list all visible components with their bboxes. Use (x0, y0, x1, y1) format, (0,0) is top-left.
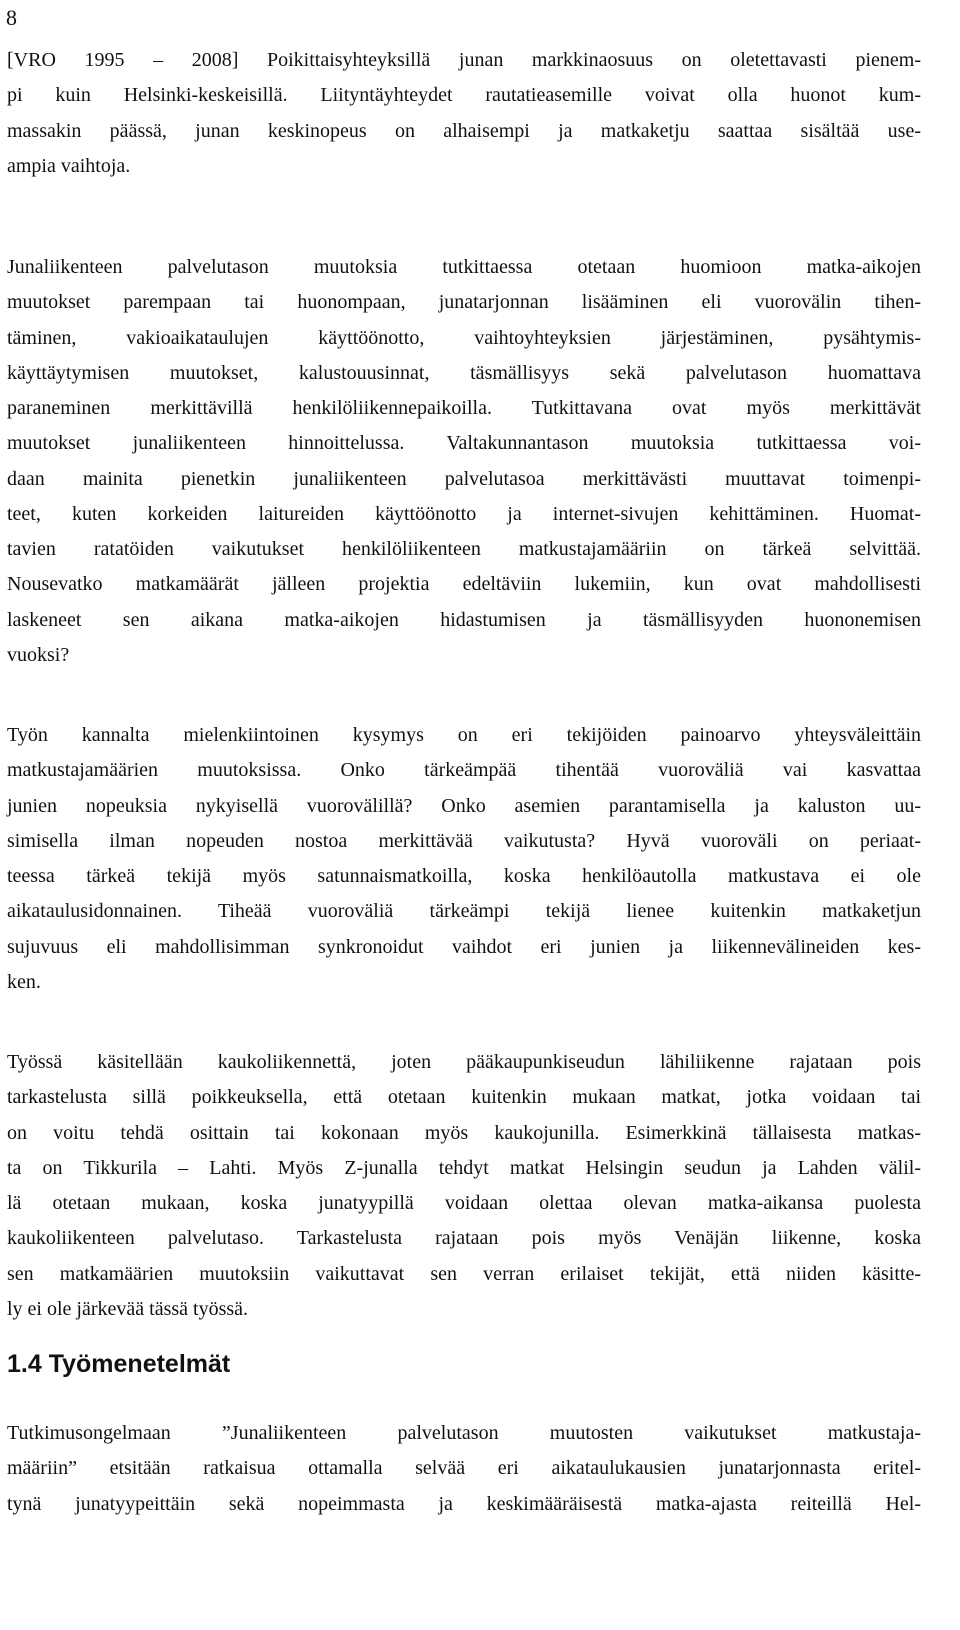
text-line: tarkastelusta sillä poikkeuksella, että otetaan kuitenkin mukaan matkat, jotka voidaan tai (7, 1086, 921, 1109)
text-line: tynä junatyypeittäin sekä nopeimmasta ja keskimääräisestä matka-ajasta reiteillä Hel- (7, 1492, 921, 1515)
text-line: kaukoliikenteen palvelutaso. Tarkastelusta rajataan pois myös Venäjän liikenne, koska (7, 1227, 921, 1250)
text-line: Junaliikenteen palvelutason muutoksia tutkittaessa otetaan huomioon matka-aikojen (7, 256, 921, 278)
text-line: pi kuin Helsinki-keskeisillä. Liityntäyhteydet rautatieasemille voivat olla huonot kum- (7, 84, 921, 107)
text-line: daan mainita pienetkin junaliikenteen palvelutasoa merkittävästi muuttavat toimenpi- (7, 467, 921, 490)
text-line: täminen, vakioaikataulujen käyttöönotto, vaihtoyhteyksien järjestäminen, pysähtymis- (7, 326, 921, 349)
text-line: lä otetaan mukaan, koska junatyypillä voidaan olettaa olevan matka-aikansa puolesta (7, 1192, 921, 1214)
paragraph-scope (7, 1045, 921, 1327)
text-line: Nousevatko matkamäärät jälleen projektia edeltäviin lukemiin, kun ovat mahdollisesti (7, 573, 921, 596)
section-heading: 1.4 Työmenetelmät (7, 1350, 231, 1378)
text-line: ampia vaihtoja. (7, 154, 131, 177)
text-line: Työn kannalta mielenkiintoinen kysymys on eri tekijöiden painoarvo yhteysväleittäin (7, 724, 921, 746)
text-line: teessa tärkeä tekijä myös satunnaismatkoilla, koska henkilöautolla matkustava ei ole (7, 865, 921, 887)
text-line: sen matkamäärien muutoksiin vaikuttavat sen verran erilaiset tekijät, että niiden käsitte- (7, 1262, 921, 1285)
text-line: Tutkimusongelmaan ”Junaliikenteen palvelutason muutosten vaikutukset matkustaja- (7, 1422, 921, 1444)
text-line: määriin” etsitään ratkaisua ottamalla selvää eri aikataulukausien junatarjonnasta eritel- (7, 1457, 921, 1480)
text-line: käyttäytymisen muutokset, kalustouusinnat, täsmällisyys sekä palvelutason huomattava (7, 361, 921, 384)
text-line: aikataulusidonnainen. Tiheää vuoroväliä tärkeämpi tekijä lienee kuitenkin matkaketjun (7, 900, 921, 923)
text-line: ly ei ole järkevää tässä työssä. (7, 1297, 249, 1320)
text-line: muutokset junaliikenteen hinnoittelussa. Valtakunnantason muutoksia tutkittaessa voi- (7, 432, 921, 455)
text-line: ta on Tikkurila – Lahti. Myös Z-junalla tehdyt matkat Helsingin seudun ja Lahden välil- (7, 1156, 921, 1179)
text-line: sujuvuus eli mahdollisimman synkronoidut vaihdot eri junien ja liikennevälineiden kes- (7, 935, 921, 958)
text-line: junien nopeuksia nykyisellä vuorovälillä? Onko asemien parantamisella ja kaluston uu- (7, 794, 921, 817)
text-line: massakin päässä, junan keskinopeus on alhaisempi ja matkaketju saattaa sisältää use- (7, 119, 921, 142)
text-line: simisella ilman nopeuden nostoa merkittävää vaikutusta? Hyvä vuoroväli on periaat- (7, 829, 921, 852)
text-line: teet, kuten korkeiden laitureiden käyttöönotto ja internet-sivujen kehittäminen. Huomat- (7, 502, 921, 525)
paragraph-research-question (7, 718, 921, 1000)
text-line: vuoksi? (7, 643, 70, 666)
text-line: matkustajamäärien muutoksissa. Onko tärkeämpää tihentää vuoroväliä vai kasvattaa (7, 759, 921, 782)
text-line: ken. (7, 970, 41, 993)
page-number: 8 (6, 5, 17, 30)
text-line: tavien ratatöiden vaikutukset henkilöliikenteen matkustajamääriin on tärkeä selvittää. (7, 538, 921, 560)
text-line: paraneminen merkittävillä henkilöliikennepaikoilla. Tutkittavana ovat myös merkittävät (7, 397, 921, 419)
text-line: on voitu tehdä osittain tai kokonaan myös kaukojunilla. Esimerkkinä tällaisesta matkas- (7, 1121, 921, 1144)
paragraph-methods (7, 1416, 921, 1522)
paragraph-intro (7, 43, 921, 184)
text-line: [VRO 1995 – 2008] Poikittaisyhteyksillä junan markkinaosuus on oletettavasti pienem- (7, 49, 921, 71)
text-line: Työssä käsitellään kaukoliikennettä, joten pääkaupunkiseudun lähiliikenne rajataan pois (7, 1051, 921, 1073)
paragraph-service-level (7, 250, 921, 673)
text-line: laskeneet sen aikana matka-aikojen hidastumisen ja täsmällisyyden huononemisen (7, 608, 921, 631)
text-line: muutokset parempaan tai huonompaan, junatarjonnan lisääminen eli vuorovälin tihen- (7, 291, 921, 314)
